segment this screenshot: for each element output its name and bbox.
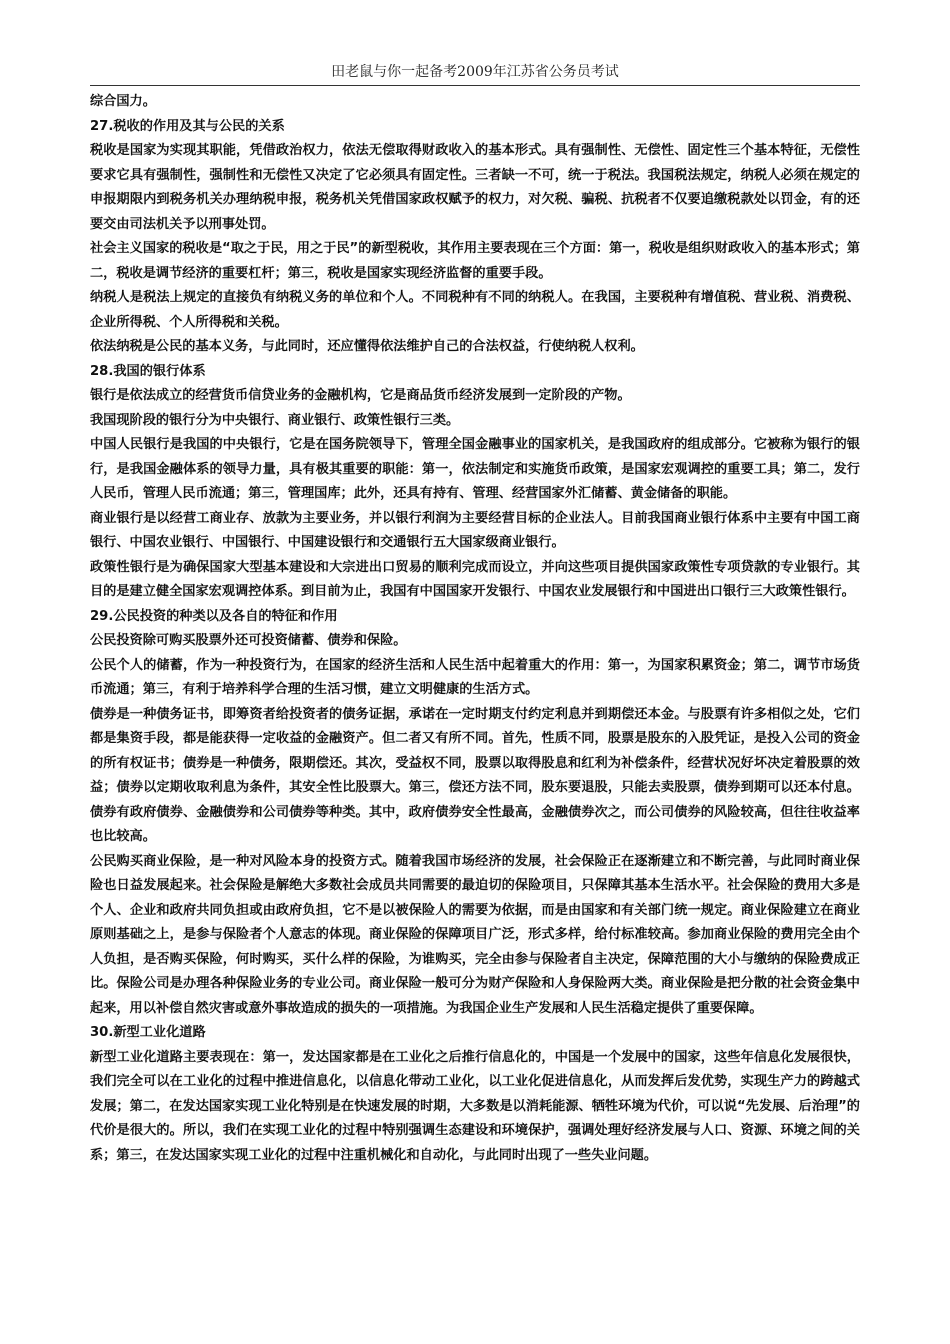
paragraph: 债券是一种债务证书，即筹资者给投资者的债务证据，承诺在一定时期支付约定利息并到期偿还本金。与股票有许多相似之处，它们都是集资手段，都是能获得一定收益的金融资产。但二者又有所不同。首先，性质不同，股票是股东的入股凭证，是投入公司的资金的所有权证书；债券是一种债务，限期偿还。其次，受益权不同，股票以取得股息和红利为补偿条件，经营状况好坏决定着股票的效益；债券以定期收取利息为条件，其安全性比股票大。第三，偿还方法不同，股东要退股，只能去卖股票，债券到期可以还本付息。债券有政府债券、金融债券和公司债券等种类。其中，政府债券安全性最高，金融债券次之，而公司债券的风险较高，但往往收益率也比较高。 xyxy=(90,706,860,844)
paragraph: 我国现阶段的银行分为中央银行、商业银行、政策性银行三类。 xyxy=(90,412,460,428)
paragraph: 公民个人的储蓄，作为一种投资行为，在国家的经济生活和人民生活中起着重大的作用：第一，为国家积累资金；第二，调节市场货币流通；第三，有利于培养科学合理的生活习惯，建立文明健康的生活方式。 xyxy=(90,657,860,697)
paragraph: 商业银行是以经营工商业存、放款为主要业务，并以银行利润为主要经营目标的企业法人。目前我国商业银行体系中主要有中国工商银行、中国农业银行、中国银行、中国建设银行和交通银行五大国家级商业银行。 xyxy=(90,510,860,550)
page-header xyxy=(90,0,860,86)
paragraph: 中国人民银行是我国的中央银行，它是在国务院领导下，管理全国金融事业的国家机关，是我国政府的组成部分。它被称为银行的银行，是我国金融体系的领导力量，具有极其重要的职能：第一，依法制定和实施货币政策，是国家宏观调控的重要工具；第二，发行人民币，管理人民币流通；第三，管理国库；此外，还具有持有、管理、经营国家外汇储蓄、黄金储备的职能。 xyxy=(90,437,860,501)
header-title: 田老鼠与你一起备考2009年江苏省公务员考试 xyxy=(331,64,619,80)
paragraph: 银行是依法成立的经营货币信贷业务的金融机构，它是商品货币经济发展到一定阶段的产物。 xyxy=(90,388,631,403)
section-heading-28: 28.我国的银行体系 xyxy=(90,363,206,379)
paragraph: 纳税人是税法上规定的直接负有纳税义务的单位和个人。不同税种有不同的纳税人。在我国，主要税种有增值税、营业税、消费税、企业所得税、个人所得税和关税。 xyxy=(90,290,860,330)
paragraph: 公民购买商业保险，是一种对风险本身的投资方式。随着我国市场经济的发展，社会保险正在逐渐建立和不断完善，与此同时商业保险也日益发展起来。社会保险是解绝大多数社会成员共同需要的最迫切的保险项目，只保障其基本生活水平。社会保险的费用大多是个人、企业和政府共同负担或由政府负担，它不是以被保险人的需要为依据，而是由国家和有关部门统一规定。商业保险建立在商业原则基础之上，是参与保险者个人意志的体现。商业保险的保障项目广泛，形式多样，给付标准较高。参加商业保险的费用完全由个人负担，是否购买保险，何时购买，买什么样的保险，为谁购买，完全由参与保险者自主决定，保障范围的大小与缴纳的保险费成正比。保险公司是办理各种保险业务的专业公司。商业保险一般可分为财产保险和人身保险两大类。商业保险是把分散的社会资金集中起来，用以补偿自然灾害或意外事故造成的损失的一项措施。为我国企业生产发展和人民生活稳定提供了重要保障。 xyxy=(90,853,860,1016)
document-body xyxy=(90,90,860,1168)
paragraph: 税收是国家为实现其职能，凭借政治权力，依法无偿取得财政收入的基本形式。具有强制性、无偿性、固定性三个基本特征，无偿性要求它具有强制性，强制性和无偿性又决定了它必须具有固定性。三者缺一不可，统一于税法。我国税法规定，纳税人必须在规定的申报期限内到税务机关办理纳税申报，税务机关凭借国家政权赋予的权力，对欠税、骗税、抗税者不仅要追缴税款处以罚金，有的还要交由司法机关予以刑事处罚。 xyxy=(90,143,860,232)
paragraph: 新型工业化道路主要表现在：第一，发达国家都是在工业化之后推行信息化的，中国是一个发展中的国家，这些年信息化发展很快，我们完全可以在工业化的过程中推进信息化，以信息化带动工业化，以工业化促进信息化，从而发挥后发优势，实现生产力的跨越式发展；第二，在发达国家实现工业化特别是在快速发展的时期，大多数是以消耗能源、牺牲环境为代价，可以说“先发展、后治理”的代价是很大的。所以，我们在实现工业化的过程中特别强调生态建设和环境保护，强调处理好经济发展与人口、资源、环境之间的关系；第三，在发达国家实现工业化的过程中注重机械化和自动化，与此同时出现了一些失业问题。 xyxy=(90,1049,860,1163)
paragraph-continuation: 综合国力。 xyxy=(90,94,156,109)
paragraph: 依法纳税是公民的基本义务，与此同时，还应懂得依法维护自己的合法权益，行使纳税人权利。 xyxy=(90,339,644,354)
section-heading-29: 29.公民投资的种类以及各自的特征和作用 xyxy=(90,608,338,624)
paragraph: 公民投资除可购买股票外还可投资储蓄、债券和保险。 xyxy=(90,633,407,648)
paragraph: 政策性银行是为确保国家大型基本建设和大宗进出口贸易的顺利完成而设立，并向这些项目提供国家政策性专项贷款的专业银行。其目的是建立健全国家宏观调控体系。到目前为止，我国有中国国家开发银行、中国农业发展银行和中国进出口银行三大政策性银行。 xyxy=(90,559,860,599)
section-heading-27: 27.税收的作用及其与公民的关系 xyxy=(90,118,285,134)
section-heading-30: 30.新型工业化道路 xyxy=(90,1025,206,1040)
paragraph: 社会主义国家的税收是“取之于民，用之于民”的新型税收，其作用主要表现在三个方面：第一，税收是组织财政收入的基本形式；第二，税收是调节经济的重要杠杆；第三，税收是国家实现经济监督的重要手段。 xyxy=(90,241,860,281)
